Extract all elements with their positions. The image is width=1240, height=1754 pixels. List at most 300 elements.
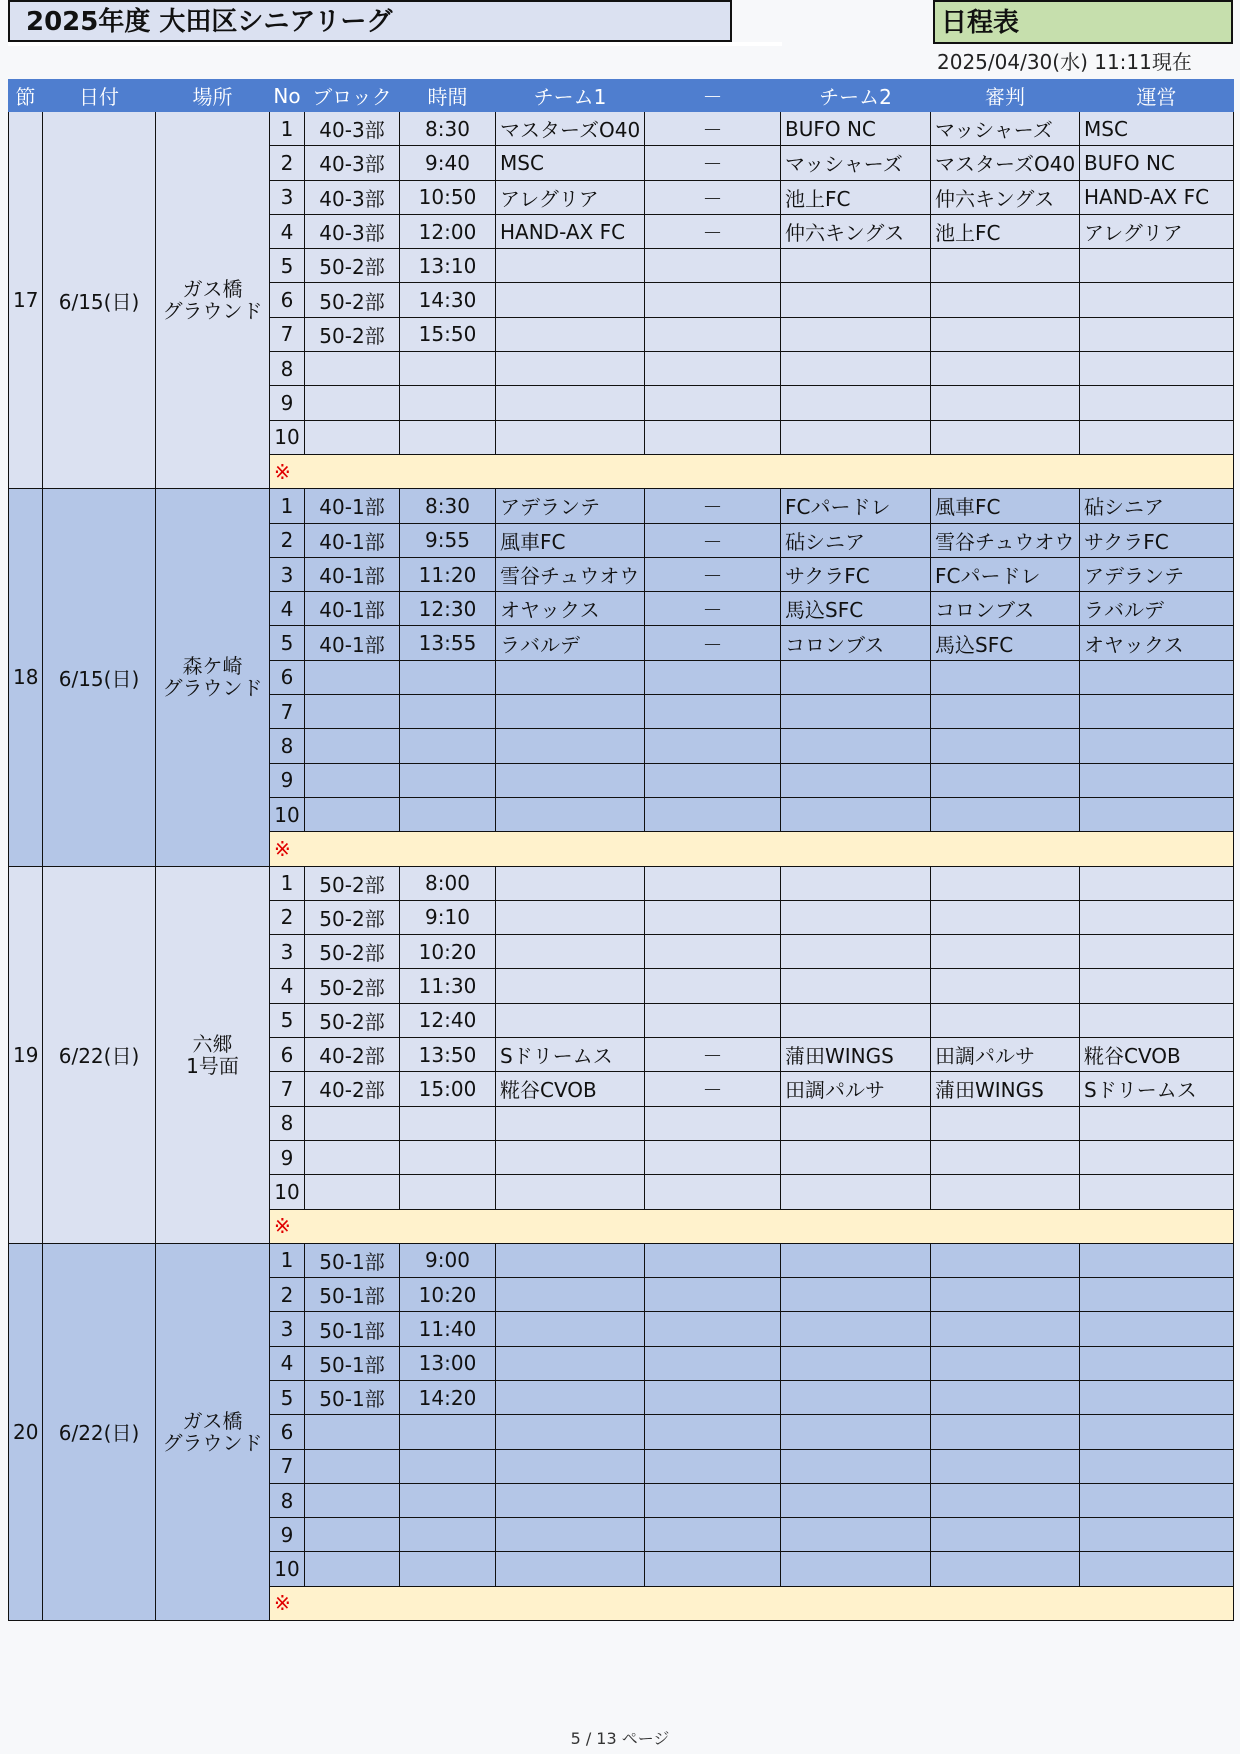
match-referee: マッシャーズ: [931, 112, 1080, 146]
match-referee: [931, 1312, 1080, 1346]
match-operation: [1080, 249, 1234, 283]
match-dash: [645, 729, 781, 763]
match-no: 1: [270, 112, 305, 146]
match-operation: [1080, 1106, 1234, 1140]
header-setsu: 節: [9, 80, 43, 112]
match-dash: [645, 797, 781, 831]
match-time: [400, 1415, 496, 1449]
match-team1: [496, 900, 645, 934]
match-dash: －: [645, 180, 781, 214]
match-referee: [931, 797, 1080, 831]
note-mark: ※: [270, 454, 1234, 488]
match-dash: －: [645, 557, 781, 591]
match-team1: [496, 1449, 645, 1483]
match-operation: 砧シニア: [1080, 489, 1234, 523]
match-team2: マッシャーズ: [781, 146, 931, 180]
match-operation: [1080, 969, 1234, 1003]
match-time: 14:30: [400, 283, 496, 317]
match-block: 40-2部: [305, 1038, 400, 1072]
match-referee: [931, 900, 1080, 934]
match-time: [400, 386, 496, 420]
match-dash: [645, 1175, 781, 1209]
match-dash: [645, 866, 781, 900]
match-dash: [645, 386, 781, 420]
match-block: 50-1部: [305, 1243, 400, 1277]
match-time: 8:30: [400, 112, 496, 146]
match-dash: [645, 1552, 781, 1586]
match-block: [305, 386, 400, 420]
match-no: 6: [270, 283, 305, 317]
match-operation: Sドリームス: [1080, 1072, 1234, 1106]
match-referee: コロンブス: [931, 592, 1080, 626]
round-date: 6/15(日): [43, 489, 156, 866]
match-time: 13:55: [400, 626, 496, 660]
match-block: 50-1部: [305, 1312, 400, 1346]
match-operation: HAND-AX FC: [1080, 180, 1234, 214]
match-time: 13:10: [400, 249, 496, 283]
venue-line2: 1号面: [186, 1053, 239, 1078]
match-time: 11:40: [400, 1312, 496, 1346]
round-setsu: 17: [9, 112, 43, 489]
match-team1: [496, 1380, 645, 1414]
header-operation: 運営: [1080, 80, 1234, 112]
table-row: [9, 489, 1234, 523]
match-time: 9:10: [400, 900, 496, 934]
match-referee: [931, 763, 1080, 797]
match-team2: [781, 1175, 931, 1209]
match-referee: 雪谷チュウオウ: [931, 523, 1080, 557]
match-time: 11:20: [400, 557, 496, 591]
table-row: [9, 1243, 1234, 1277]
match-team2: [781, 1243, 931, 1277]
match-block: 50-2部: [305, 317, 400, 351]
match-dash: [645, 1312, 781, 1346]
match-time: 10:20: [400, 935, 496, 969]
match-referee: [931, 1175, 1080, 1209]
match-no: 10: [270, 1552, 305, 1586]
match-block: 40-2部: [305, 1072, 400, 1106]
match-no: 5: [270, 1380, 305, 1414]
match-team2: [781, 1140, 931, 1174]
match-team2: [781, 386, 931, 420]
match-no: 5: [270, 249, 305, 283]
match-no: 5: [270, 626, 305, 660]
match-referee: [931, 1415, 1080, 1449]
match-team2: コロンブス: [781, 626, 931, 660]
match-operation: [1080, 900, 1234, 934]
match-operation: MSC: [1080, 112, 1234, 146]
match-no: 2: [270, 900, 305, 934]
match-referee: [931, 1243, 1080, 1277]
match-time: 15:50: [400, 317, 496, 351]
match-block: [305, 729, 400, 763]
match-referee: [931, 1518, 1080, 1552]
match-time: [400, 1175, 496, 1209]
match-dash: [645, 1483, 781, 1517]
match-block: 40-1部: [305, 626, 400, 660]
match-no: 7: [270, 695, 305, 729]
match-dash: －: [645, 523, 781, 557]
match-operation: オヤックス: [1080, 626, 1234, 660]
match-team1: [496, 1278, 645, 1312]
match-no: 4: [270, 214, 305, 248]
match-team2: [781, 763, 931, 797]
match-no: 1: [270, 866, 305, 900]
match-no: 3: [270, 935, 305, 969]
match-dash: [645, 352, 781, 386]
match-time: 10:50: [400, 180, 496, 214]
as-of-timestamp: 2025/04/30(水) 11:11現在: [937, 50, 1192, 74]
match-referee: [931, 969, 1080, 1003]
venue-line1: 六郷: [192, 1031, 233, 1056]
match-block: 50-2部: [305, 900, 400, 934]
match-team1: 風車FC: [496, 523, 645, 557]
match-referee: [931, 695, 1080, 729]
match-team1: [496, 763, 645, 797]
match-team1: [496, 386, 645, 420]
match-block: 50-2部: [305, 283, 400, 317]
match-no: 10: [270, 797, 305, 831]
header-time: 時間: [400, 80, 496, 112]
match-block: 40-1部: [305, 523, 400, 557]
match-operation: サクラFC: [1080, 523, 1234, 557]
match-team2: [781, 1483, 931, 1517]
match-team1: [496, 1312, 645, 1346]
match-block: [305, 420, 400, 454]
match-time: 8:00: [400, 866, 496, 900]
match-time: 12:00: [400, 214, 496, 248]
schedule-table: [8, 79, 1234, 1621]
header-row: [9, 80, 1234, 112]
match-operation: ラバルデ: [1080, 592, 1234, 626]
match-no: 2: [270, 1278, 305, 1312]
match-team1: HAND-AX FC: [496, 214, 645, 248]
schedule-body: [9, 112, 1234, 1621]
match-team1: [496, 1243, 645, 1277]
match-dash: [645, 317, 781, 351]
match-operation: [1080, 1003, 1234, 1037]
match-dash: [645, 1003, 781, 1037]
match-team2: [781, 660, 931, 694]
match-dash: [645, 695, 781, 729]
match-no: 8: [270, 352, 305, 386]
match-block: 50-2部: [305, 866, 400, 900]
match-referee: FCパードレ: [931, 557, 1080, 591]
match-team2: [781, 1278, 931, 1312]
match-team2: [781, 695, 931, 729]
match-dash: [645, 1140, 781, 1174]
title-underline: [8, 42, 782, 46]
match-team1: [496, 695, 645, 729]
match-team2: [781, 1380, 931, 1414]
match-team2: [781, 1003, 931, 1037]
match-operation: [1080, 695, 1234, 729]
match-team1: [496, 1175, 645, 1209]
match-block: 50-1部: [305, 1346, 400, 1380]
match-time: 10:20: [400, 1278, 496, 1312]
match-no: 9: [270, 1140, 305, 1174]
match-team2: [781, 866, 931, 900]
match-operation: 糀谷CVOB: [1080, 1038, 1234, 1072]
match-operation: [1080, 797, 1234, 831]
match-team1: [496, 866, 645, 900]
match-time: 9:55: [400, 523, 496, 557]
round-venue: [156, 489, 270, 866]
round-venue: [156, 1243, 270, 1620]
match-operation: [1080, 1483, 1234, 1517]
match-time: 15:00: [400, 1072, 496, 1106]
match-time: 13:50: [400, 1038, 496, 1072]
match-team1: [496, 1415, 645, 1449]
match-team2: [781, 900, 931, 934]
match-dash: [645, 420, 781, 454]
match-referee: 池上FC: [931, 214, 1080, 248]
match-referee: [931, 1278, 1080, 1312]
match-dash: －: [645, 1072, 781, 1106]
match-team1: [496, 797, 645, 831]
match-time: [400, 1483, 496, 1517]
match-block: [305, 1449, 400, 1483]
match-team1: [496, 1346, 645, 1380]
match-referee: [931, 1003, 1080, 1037]
match-team1: オヤックス: [496, 592, 645, 626]
match-no: 9: [270, 386, 305, 420]
venue-line2: グラウンド: [162, 1430, 263, 1455]
table-row: [9, 112, 1234, 146]
match-operation: [1080, 317, 1234, 351]
match-block: [305, 1415, 400, 1449]
match-referee: [931, 386, 1080, 420]
match-block: [305, 1518, 400, 1552]
round-setsu: 19: [9, 866, 43, 1243]
match-team2: [781, 935, 931, 969]
match-no: 2: [270, 146, 305, 180]
match-referee: マスターズO40: [931, 146, 1080, 180]
match-no: 4: [270, 592, 305, 626]
match-no: 1: [270, 1243, 305, 1277]
match-referee: [931, 1140, 1080, 1174]
match-referee: [931, 1106, 1080, 1140]
match-team2: 馬込SFC: [781, 592, 931, 626]
match-block: 50-2部: [305, 935, 400, 969]
league-title: 2025年度 大田区シニアリーグ: [8, 0, 732, 42]
match-block: 50-2部: [305, 969, 400, 1003]
match-operation: [1080, 1380, 1234, 1414]
match-no: 4: [270, 1346, 305, 1380]
match-operation: [1080, 935, 1234, 969]
match-time: [400, 729, 496, 763]
header-referee: 審判: [931, 80, 1080, 112]
match-referee: [931, 660, 1080, 694]
match-operation: アデランテ: [1080, 557, 1234, 591]
match-block: [305, 1106, 400, 1140]
match-team1: [496, 283, 645, 317]
match-referee: [931, 283, 1080, 317]
match-time: [400, 695, 496, 729]
match-no: 3: [270, 180, 305, 214]
match-no: 7: [270, 1072, 305, 1106]
match-operation: [1080, 1518, 1234, 1552]
match-no: 6: [270, 1415, 305, 1449]
match-dash: [645, 660, 781, 694]
match-dash: [645, 969, 781, 1003]
match-time: [400, 763, 496, 797]
match-team1: [496, 420, 645, 454]
match-team2: BUFO NC: [781, 112, 931, 146]
match-referee: [931, 352, 1080, 386]
match-operation: [1080, 1278, 1234, 1312]
match-block: [305, 1552, 400, 1586]
match-block: 40-1部: [305, 557, 400, 591]
match-dash: [645, 1106, 781, 1140]
round-venue: [156, 866, 270, 1243]
venue-line2: グラウンド: [162, 299, 263, 324]
match-team1: [496, 729, 645, 763]
table-row: [9, 866, 1234, 900]
match-referee: [931, 317, 1080, 351]
match-block: 40-1部: [305, 489, 400, 523]
header-dash: －: [645, 80, 781, 112]
match-time: 12:40: [400, 1003, 496, 1037]
match-no: 7: [270, 1449, 305, 1483]
match-team1: [496, 249, 645, 283]
match-operation: [1080, 729, 1234, 763]
match-operation: [1080, 660, 1234, 694]
match-operation: [1080, 1140, 1234, 1174]
match-team2: [781, 283, 931, 317]
match-dash: [645, 763, 781, 797]
match-operation: [1080, 1415, 1234, 1449]
round-date: 6/22(日): [43, 1243, 156, 1620]
match-no: 9: [270, 763, 305, 797]
match-team1: [496, 1106, 645, 1140]
match-no: 3: [270, 557, 305, 591]
match-dash: [645, 935, 781, 969]
match-referee: [931, 1449, 1080, 1483]
header-date: 日付: [43, 80, 156, 112]
match-team2: [781, 969, 931, 1003]
match-referee: 仲六キングス: [931, 180, 1080, 214]
note-mark: ※: [270, 1209, 1234, 1243]
round-date: 6/22(日): [43, 866, 156, 1243]
header-venue: 場所: [156, 80, 270, 112]
match-block: 50-2部: [305, 1003, 400, 1037]
match-team2: [781, 729, 931, 763]
match-operation: [1080, 1243, 1234, 1277]
match-no: 10: [270, 420, 305, 454]
match-block: 40-1部: [305, 592, 400, 626]
match-team1: [496, 660, 645, 694]
match-time: [400, 420, 496, 454]
match-no: 4: [270, 969, 305, 1003]
match-team2: [781, 1106, 931, 1140]
match-block: 40-3部: [305, 146, 400, 180]
match-referee: 馬込SFC: [931, 626, 1080, 660]
match-block: 40-3部: [305, 180, 400, 214]
match-time: [400, 352, 496, 386]
match-team1: [496, 935, 645, 969]
match-operation: [1080, 352, 1234, 386]
match-team2: 蒲田WINGS: [781, 1038, 931, 1072]
match-block: [305, 695, 400, 729]
match-referee: 風車FC: [931, 489, 1080, 523]
match-team1: アレグリア: [496, 180, 645, 214]
match-team2: 仲六キングス: [781, 214, 931, 248]
match-referee: [931, 935, 1080, 969]
match-team1: [496, 1483, 645, 1517]
match-team2: [781, 1518, 931, 1552]
match-dash: [645, 1415, 781, 1449]
match-dash: [645, 1449, 781, 1483]
match-time: 8:30: [400, 489, 496, 523]
match-block: [305, 1175, 400, 1209]
venue-line1: 森ケ崎: [182, 654, 243, 679]
match-operation: アレグリア: [1080, 214, 1234, 248]
match-referee: [931, 1380, 1080, 1414]
match-team2: [781, 1346, 931, 1380]
match-dash: －: [645, 592, 781, 626]
match-referee: 田調パルサ: [931, 1038, 1080, 1072]
match-operation: [1080, 1346, 1234, 1380]
match-team2: [781, 352, 931, 386]
header-team2: チーム2: [781, 80, 931, 112]
match-no: 6: [270, 1038, 305, 1072]
match-time: [400, 1140, 496, 1174]
match-referee: [931, 729, 1080, 763]
match-dash: [645, 249, 781, 283]
note-mark: ※: [270, 832, 1234, 866]
match-operation: [1080, 420, 1234, 454]
match-team1: [496, 317, 645, 351]
match-no: 8: [270, 729, 305, 763]
match-time: 9:40: [400, 146, 496, 180]
match-time: 11:30: [400, 969, 496, 1003]
match-block: 40-3部: [305, 214, 400, 248]
match-dash: －: [645, 626, 781, 660]
match-operation: [1080, 763, 1234, 797]
match-block: 50-2部: [305, 249, 400, 283]
venue-line1: ガス橋: [182, 1408, 243, 1433]
match-team1: [496, 1003, 645, 1037]
match-no: 8: [270, 1483, 305, 1517]
note-mark: ※: [270, 1586, 1234, 1620]
match-dash: －: [645, 489, 781, 523]
match-no: 9: [270, 1518, 305, 1552]
match-block: [305, 1483, 400, 1517]
match-dash: [645, 1243, 781, 1277]
match-team1: 糀谷CVOB: [496, 1072, 645, 1106]
match-time: [400, 1552, 496, 1586]
match-time: 14:20: [400, 1380, 496, 1414]
match-referee: [931, 866, 1080, 900]
match-dash: －: [645, 214, 781, 248]
match-team2: [781, 1312, 931, 1346]
round-setsu: 18: [9, 489, 43, 866]
match-dash: [645, 1278, 781, 1312]
match-no: 6: [270, 660, 305, 694]
match-team1: Sドリームス: [496, 1038, 645, 1072]
match-time: [400, 660, 496, 694]
match-operation: [1080, 386, 1234, 420]
match-no: 2: [270, 523, 305, 557]
match-referee: [931, 420, 1080, 454]
match-team1: [496, 969, 645, 1003]
match-block: [305, 352, 400, 386]
match-operation: [1080, 1175, 1234, 1209]
match-time: [400, 1449, 496, 1483]
match-dash: －: [645, 146, 781, 180]
match-block: [305, 1140, 400, 1174]
